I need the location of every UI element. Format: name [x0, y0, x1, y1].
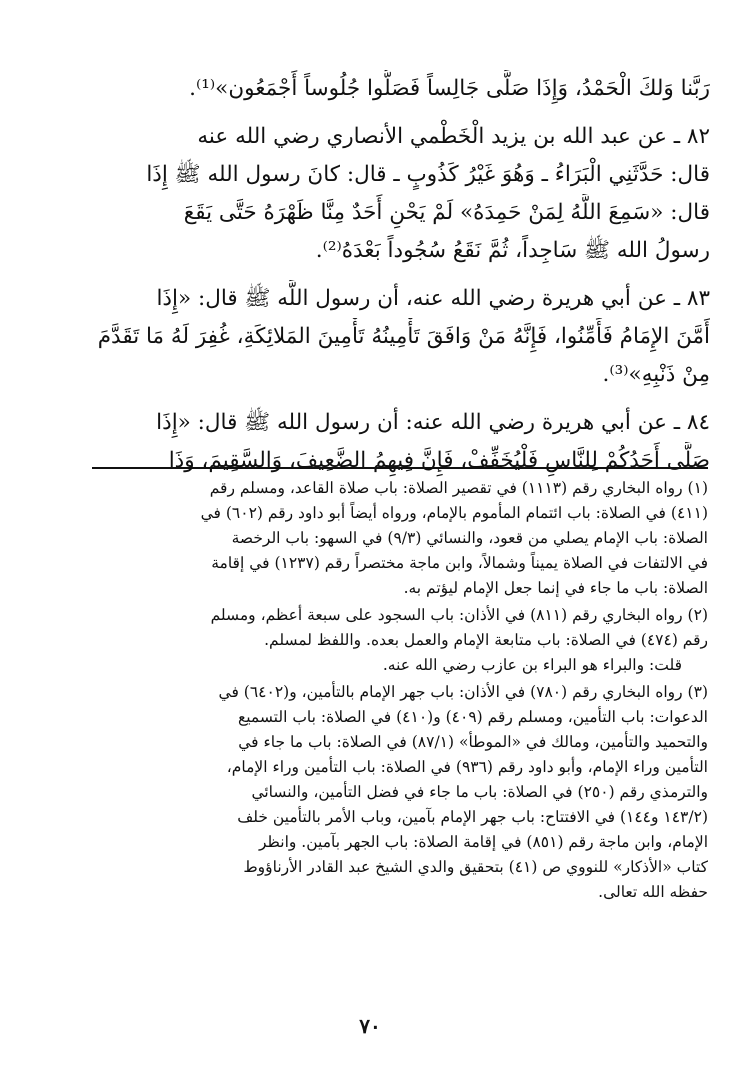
hadith-82: [92, 118, 710, 270]
footnote-line: (٢) رواه البخاري رقم (٨١١) في الأذان: باب السجود على سبعة أعظم، ومسلم: [210, 606, 708, 624]
page-number: ٧٠: [359, 1014, 381, 1038]
footnote-3: [96, 680, 708, 905]
footnotes: [96, 476, 708, 907]
footnote-line: كتاب «الأذكار» للنووي ص (٤١) بتحقيق والدي الشيخ عبد القادر الأرناؤوط: [243, 858, 708, 876]
text-line: رَبَّنا وَلكَ الْحَمْدُ، وَإِذَا صَلَّى جَالِساً فَصَلُّوا جُلُوساً أَجْمَعُون»⁽¹⁾.: [189, 76, 710, 101]
footnote-line: حفظه الله تعالى.: [598, 883, 708, 901]
text-line: مِنْ ذَنْبِهِ»⁽³⁾.: [602, 362, 710, 387]
footnote-line: الإمام، وابن ماجة رقم (٨٥١) في إقامة الصلاة: باب الجهر بآمين. وانظر: [259, 833, 708, 851]
text-line: أَمَّنَ الإِمَامُ فَأَمِّنُوا، فَإِنَّهُ مَنْ وَافَقَ تَأْمِينُهُ تَأْمِينَ المَلائِكَةِ، غُفِرَ لَهُ مَا تَقَدَّمَ: [97, 324, 710, 349]
text-line: ٨٤ ـ عن أبي هريرة رضي الله عنه: أن رسول الله ﷺ قال: «إِذَا: [156, 410, 710, 435]
hadith-83: [92, 280, 710, 394]
text-line: ٨٣ ـ عن أبي هريرة رضي الله عنه، أن رسول اللَّه ﷺ قال: «إِذَا: [156, 286, 710, 311]
continuation-paragraph: [92, 70, 710, 108]
footnote-line: (١) رواه البخاري رقم (١١١٣) في تقصير الصلاة: باب صلاة القاعد، ومسلم رقم: [209, 479, 708, 497]
text-line: صَلَّى أَحَدُكُمْ لِلنَّاسِ فَلْيُخَفِّفْ، فَإِنَّ فِيهِمُ الضَّعِيفَ، وَالسَّقِيمَ، وَذَا: [168, 448, 710, 473]
footnote-line: التأمين وراء الإمام، وأبو داود رقم (٩٣٦) في الصلاة: باب التأمين وراء الإمام،: [226, 758, 708, 776]
footnote-line: الدعوات: باب التأمين، ومسلم رقم (٤٠٩) و(٤١٠) في الصلاة: باب التسميع: [237, 708, 708, 726]
text-line: قال: «سَمِعَ اللَّهُ لِمَنْ حَمِدَهُ» لَمْ يَحْنِ أَحَدٌ مِنَّا ظَهْرَهُ حَتَّى يَقَعَ: [183, 200, 710, 225]
footnote-line: في الالتفات في الصلاة يميناً وشمالاً، وابن ماجة مختصراً رقم (١٢٣٧) في إقامة: [211, 554, 708, 572]
footnote-line: الصلاة: باب ما جاء في إنما جعل الإمام ليؤتم به.: [403, 579, 708, 597]
footnote-line: والترمذي رقم (٢٥٠) في الصلاة: باب ما جاء في فضل التأمين، والنسائي: [251, 783, 708, 801]
footnote-line: الصلاة: باب الإمام يصلي من قعود، والنسائي (٩/٣) في السهو: باب الرخصة: [231, 529, 708, 547]
text-line: رسولُ الله ﷺ سَاجِداً، ثُمَّ نَقَعُ سُجُوداً بَعْدَهُ⁽²⁾.: [315, 238, 710, 263]
footnote-line: رقم (٤٧٤) في الصلاة: باب متابعة الإمام والعمل بعده. واللفظ لمسلم.: [264, 631, 708, 649]
footnote-line: والتحميد والتأمين، ومالك في «الموطأ» (٨٧/١) في الصلاة: باب ما جاء في: [238, 733, 708, 751]
text-line: ٨٢ ـ عن عبد الله بن يزيد الْخَطْمي الأنصاري رضي الله عنه: [197, 124, 710, 149]
footnote-line: (٤١١) في الصلاة: باب ائتمام المأموم بالإمام، ورواه أيضاً أبو داود رقم (٦٠٢) في: [200, 504, 708, 522]
footnote-line: (١٤٣/٢ و١٤٤) في الافتتاح: باب جهر الإمام بآمين، وباب الأمر بالتأمين خلف: [237, 808, 708, 826]
footnote-line: (٣) رواه البخاري رقم (٧٨٠) في الأذان: باب جهر الإمام بالتأمين، و(٦٤٠٢) في: [218, 683, 708, 701]
footnote-2: [96, 603, 708, 678]
text-line: قال: حَدَّثَنِي الْبَرَاءُ ـ وَهُوَ غَيْرُ كَذُوبٍ ـ قال: كانَ رسول الله ﷺ إِذَا: [146, 162, 710, 187]
main-text: [92, 70, 710, 480]
footnote-divider: [92, 467, 708, 469]
footnote-1: [96, 476, 708, 601]
footnote-note: قلت: والبراء هو البراء بن عازب رضي الله عنه.: [382, 656, 682, 674]
